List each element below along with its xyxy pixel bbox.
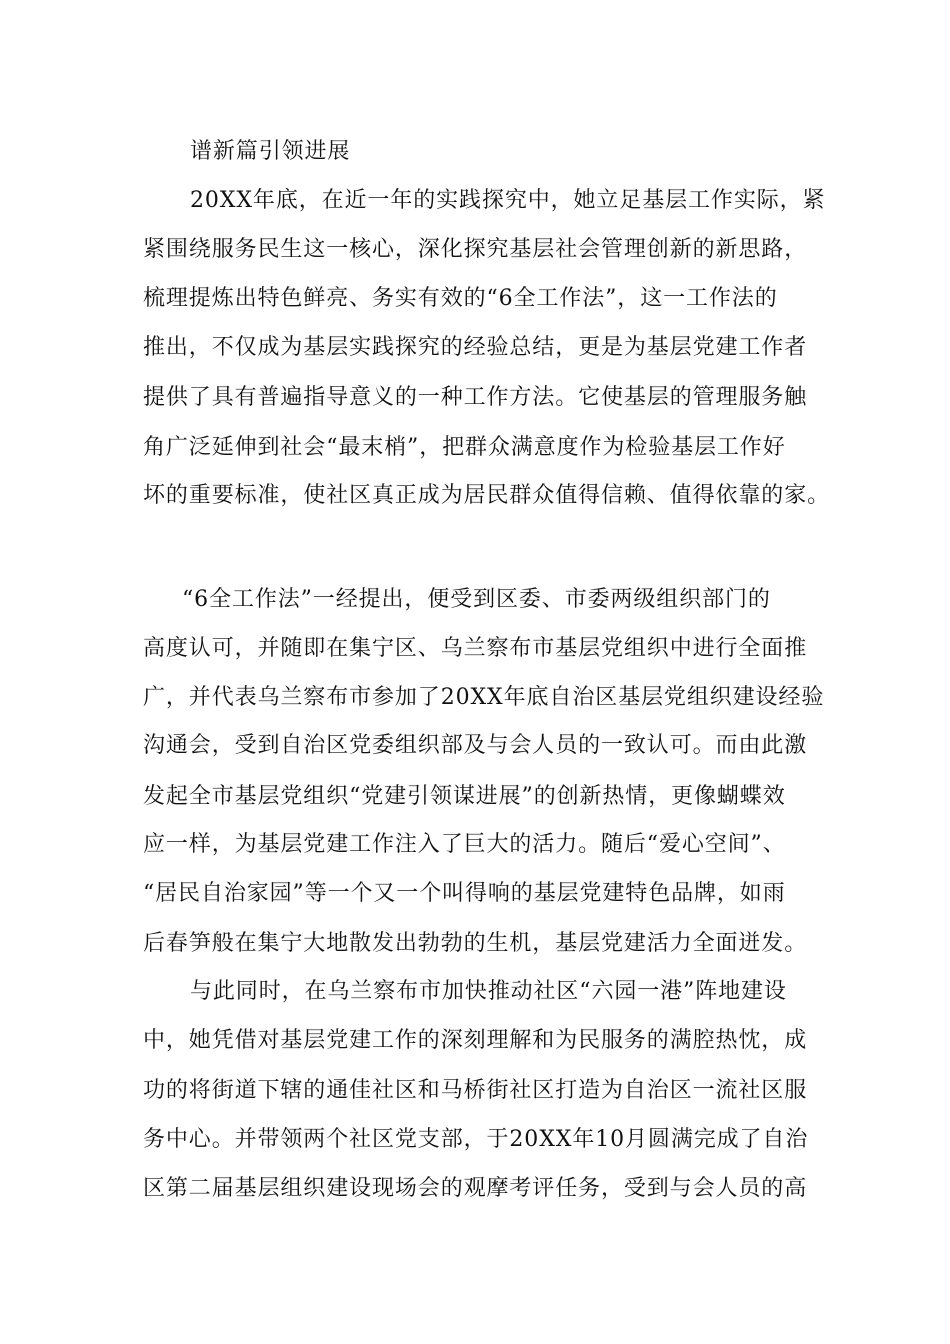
paragraph-line: 推出，不仅成为基层实践探究的经验总结，更是为基层党建工作者 [143,335,808,360]
paragraph-line: 高度认可，并随即在集宁区、乌兰察布市基层党组织中进行全面推 [143,636,808,661]
paragraph-line: 20XX年底，在近一年的实践探究中，她立足基层工作实际，紧 [190,188,826,213]
paragraph-line: 角广泛延伸到社会“最末梢”，把群众满意度作为检验基层工作好 [143,435,786,460]
paragraph-line: 广，并代表乌兰察布市参加了20XX年底自治区基层党组织建设经验 [143,685,825,710]
paragraph-line: 沟通会，受到自治区党委组织部及与会人员的一致认可。而由此激 [143,733,808,758]
paragraph-line: 中，她凭借对基层党建工作的深刻理解和为民服务的满腔热忱，成 [143,1028,808,1053]
paragraph-line: 发起全市基层党组织“党建引领谋进展”的创新热情，更像蝴蝶效 [143,784,786,809]
paragraph-line: 紧围绕服务民生这一核心，深化探究基层社会管理创新的新思路， [143,237,808,262]
section-heading: 谱新篇引领进展 [190,139,351,164]
paragraph-line: 应一样，为基层党建工作注入了巨大的活力。随后“爱心空间”、 [143,832,786,857]
paragraph-line: 坏的重要标准，使社区真正成为居民群众值得信赖、值得依靠的家。 [143,483,831,508]
paragraph-line: 务中心。并带领两个社区党支部，于20XX年10月圆满完成了自治 [143,1127,809,1152]
paragraph-line: 区第二届基层组织建设现场会的观摩考评任务，受到与会人员的高 [143,1176,808,1201]
paragraph-line: “6全工作法”一经提出，便受到区委、市委两级组织部门的 [182,587,771,612]
paragraph-line: 功的将街道下辖的通佳社区和马桥街社区打造为自治区一流社区服 [143,1078,808,1103]
paragraph-line: 与此同时，在乌兰察布市加快推动社区“六园一港”阵地建设 [190,979,787,1004]
paragraph-line: 梳理提炼出特色鲜亮、务实有效的“6全工作法”，这一工作法的 [143,286,778,311]
paragraph-line: 后春笋般在集宁大地散发出勃勃的生机，基层党建活力全面迸发。 [143,931,808,956]
paragraph-line: “居民自治家园”等一个又一个叫得响的基层党建特色品牌，如雨 [143,881,786,906]
paragraph-line: 提供了具有普遍指导意义的一种工作方法。它使基层的管理服务触 [143,385,808,410]
